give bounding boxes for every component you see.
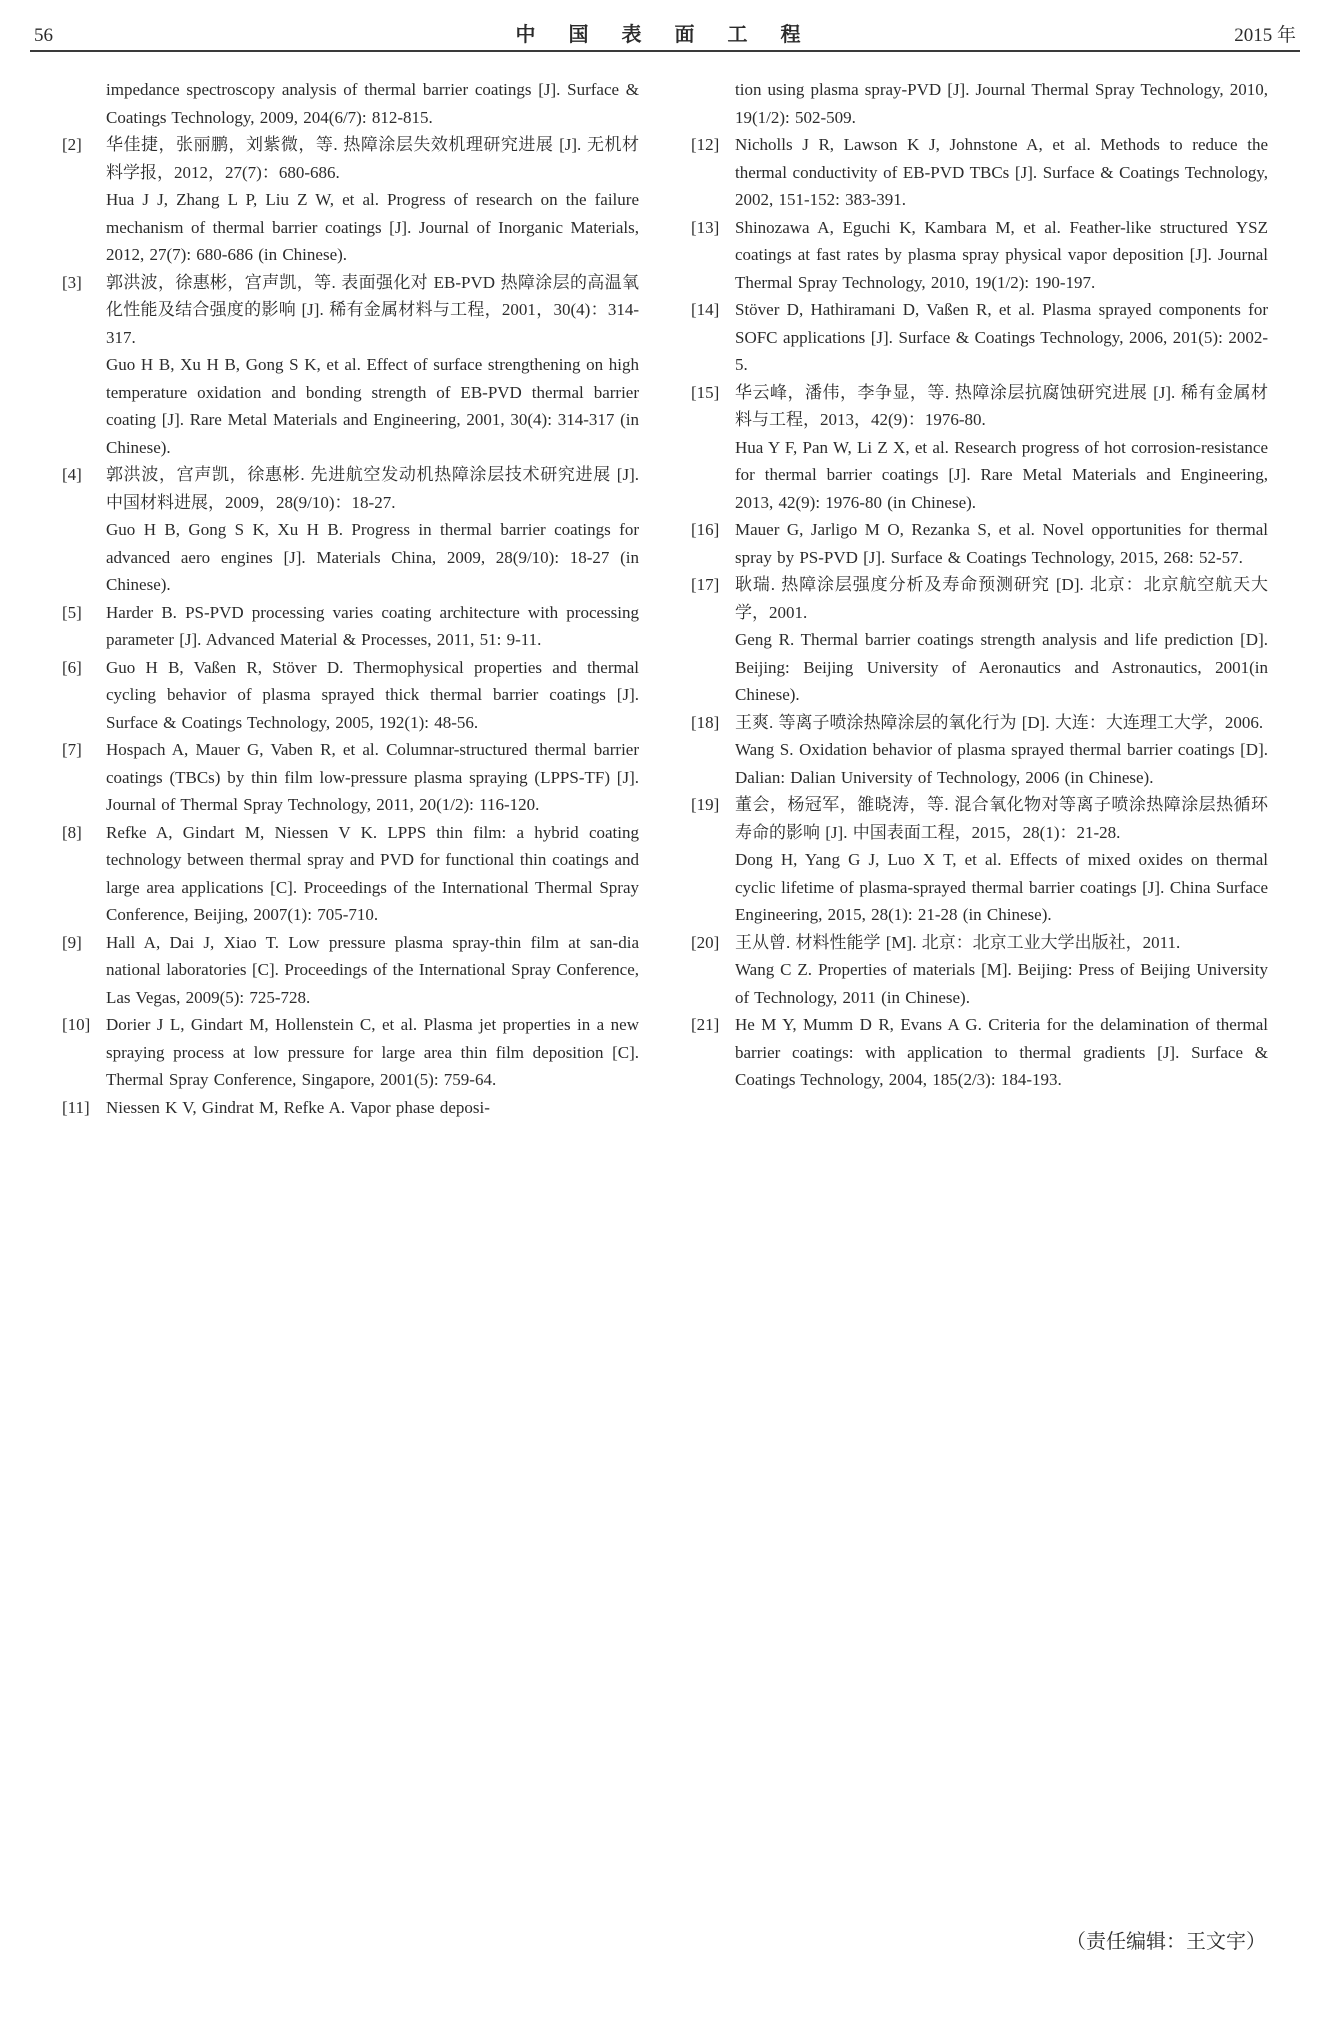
- reference-label: [21]: [691, 1015, 720, 1034]
- reference-item: [691, 929, 1268, 1012]
- reference-text: Dong H, Yang G J, Luo X T, et al. Effects of mixed oxides on thermal cyclic lifetime of plasma-sprayed thermal barrier coatings [J]. China Surface Engineering, 2015, 28(1): 21-28 (in Chinese).: [735, 850, 1268, 924]
- reference-label: [16]: [691, 520, 720, 539]
- reference-label: [11]: [62, 1097, 90, 1117]
- reference-label: [3]: [62, 272, 82, 292]
- reference-item: [691, 1011, 1268, 1094]
- reference-text: Hospach A, Mauer G, Vaben R, et al. Columnar-structured thermal barrier coatings (TBCs) by thin film low-pressure plasma spraying (LPPS-TF) [J]. Journal of Thermal Spray Technology, 2011, 20(1/2): 116-120.: [106, 740, 639, 814]
- reference-item: [62, 599, 639, 654]
- reference-text: 郭洪波，宫声凯，徐惠彬. 先进航空发动机热障涂层技术研究进展 [J]. 中国材料进展，2009，28(9/10)：18-27.: [106, 465, 639, 512]
- reference-text: Nicholls J R, Lawson K J, Johnstone A, et al. Methods to reduce the thermal conductivity of EB-PVD TBCs [J]. Surface & Coatings Technology, 2002, 151-152: 383-391.: [735, 135, 1268, 209]
- reference-item: [62, 461, 639, 599]
- references-section: [62, 76, 1268, 1121]
- reference-text: tion using plasma spray-PVD [J]. Journal Thermal Spray Technology, 2010, 19(1/2): 502-509.: [735, 80, 1268, 127]
- reference-label: [5]: [62, 602, 82, 622]
- reference-text: 华云峰，潘伟，李争显，等. 热障涂层抗腐蚀研究进展 [J]. 稀有金属材料与工程，2013，42(9)：1976-80.: [735, 382, 1268, 429]
- reference-label: [2]: [62, 135, 82, 154]
- reference-text: 华佳捷，张丽鹏，刘紫微，等. 热障涂层失效机理研究进展 [J]. 无机材料学报，2012，27(7)：680-686.: [106, 135, 639, 182]
- reference-text: 郭洪波，徐惠彬，宫声凯，等. 表面强化对 EB-PVD 热障涂层的高温氧化性能及结合强度的影响 [J]. 稀有金属材料与工程，2001，30(4)：314-317.: [106, 272, 639, 347]
- reference-text: Hall A, Dai J, Xiao T. Low pressure plasma spray-thin film at san-dia national laboratories [C]. Proceedings of the International Spray Conference, Las Vegas, 2009(5): 725-728.: [106, 932, 639, 1007]
- reference-text: 董会，杨冠军，雒晓涛，等. 混合氧化物对等离子喷涂热障涂层热循环寿命的影响 [J]. 中国表面工程，2015，28(1)：21-28.: [735, 795, 1268, 842]
- reference-label: [19]: [691, 795, 720, 814]
- editor-note: （责任编辑：王文宇）: [1066, 1931, 1266, 1953]
- reference-body: [106, 736, 639, 819]
- reference-label: [14]: [691, 300, 720, 319]
- reference-body: [106, 269, 639, 462]
- reference-item: [691, 709, 1268, 792]
- reference-label: [13]: [691, 217, 720, 237]
- reference-item: [62, 929, 639, 1012]
- reference-text: Guo H B, Gong S K, Xu H B. Progress in thermal barrier coatings for advanced aero engines [J]. Materials China, 2009, 28(9/10): 18-27 (in Chinese).: [106, 520, 639, 594]
- reference-text: Wang C Z. Properties of materials [M]. Beijing: Press of Beijing University of Technology, 2011 (in Chinese).: [735, 960, 1268, 1007]
- reference-text: Dorier J L, Gindart M, Hollenstein C, et al. Plasma jet properties in a new spraying process at low pressure for large area thin film deposition [C]. Thermal Spray Conference, Singapore, 2001(5): 759-64.: [106, 1015, 639, 1089]
- reference-text: Shinozawa A, Eguchi K, Kambara M, et al. Feather-like structured YSZ coatings at fast rates by plasma spray physical vapor deposition [J]. Journal Thermal Spray Technology, 2010, 19(1/2): 190-197.: [735, 217, 1268, 292]
- reference-text: Wang S. Oxidation behavior of plasma sprayed thermal barrier coatings [D]. Dalian: Dalian University of Technology, 2006 (in Chinese).: [735, 740, 1268, 787]
- reference-body: [735, 571, 1268, 709]
- reference-item: [691, 379, 1268, 517]
- reference-label: [10]: [62, 1015, 91, 1034]
- reference-label: [20]: [691, 932, 720, 952]
- reference-item: [691, 571, 1268, 709]
- reference-text: Guo H B, Xu H B, Gong S K, et al. Effect of surface strengthening on high temperature oxidation and bonding strength of EB-PVD thermal barrier coating [J]. Rare Metal Materials and Engineering, 2001, 30(4): 314-317 (in Chinese).: [106, 355, 639, 457]
- reference-text: Geng R. Thermal barrier coatings strength analysis and life prediction [D]. Beijing: Beijing University of Aeronautics and Astronautics, 2001(in Chinese).: [735, 630, 1268, 704]
- reference-item: [62, 76, 639, 131]
- reference-item: [691, 76, 1268, 131]
- reference-body: [106, 654, 639, 737]
- reference-body: [106, 1094, 639, 1122]
- reference-body: [106, 1011, 639, 1094]
- reference-label: [18]: [691, 712, 720, 732]
- reference-body: [735, 296, 1268, 379]
- page-header: [34, 18, 1296, 47]
- reference-body: [735, 929, 1268, 1012]
- reference-text: 耿瑞. 热障涂层强度分析及寿命预测研究 [D]. 北京：北京航空航天大学，2001.: [735, 575, 1268, 622]
- reference-label: [8]: [62, 822, 82, 842]
- reference-body: [106, 76, 639, 131]
- reference-body: [735, 214, 1268, 297]
- reference-body: [735, 76, 1268, 131]
- reference-item: [691, 296, 1268, 379]
- reference-body: [106, 599, 639, 654]
- reference-item: [62, 819, 639, 929]
- header-rule: [30, 50, 1300, 52]
- reference-text: Harder B. PS-PVD processing varies coating architecture with processing parameter [J]. Advanced Material & Processes, 2011, 51: 9-11.: [106, 602, 639, 649]
- left-column: [62, 76, 639, 1121]
- reference-body: [735, 709, 1268, 792]
- reference-item: [62, 269, 639, 462]
- reference-body: [106, 461, 639, 599]
- reference-text: Guo H B, Vaßen R, Stöver D. Thermophysical properties and thermal cycling behavior of plasma sprayed thick thermal barrier coatings [J]. Surface & Coatings Technology, 2005, 192(1): 48-56.: [106, 657, 639, 732]
- reference-text: 王从曾. 材料性能学 [M]. 北京：北京工业大学出版社，2011.: [735, 932, 1181, 952]
- right-column: [691, 76, 1268, 1121]
- reference-text: Hua J J, Zhang L P, Liu Z W, et al. Progress of research on the failure mechanism of thermal barrier coatings [J]. Journal of Inorganic Materials, 2012, 27(7): 680-686 (in Chinese).: [106, 190, 639, 264]
- page-number: 56: [34, 25, 53, 46]
- reference-label: [15]: [691, 382, 720, 402]
- reference-body: [735, 131, 1268, 214]
- reference-item: [62, 654, 639, 737]
- reference-label: [4]: [62, 465, 82, 484]
- reference-text: Stöver D, Hathiramani D, Vaßen R, et al. Plasma sprayed components for SOFC applications [J]. Surface & Coatings Technology, 2006, 201(5): 2002-5.: [735, 300, 1268, 374]
- reference-text: impedance spectroscopy analysis of thermal barrier coatings [J]. Surface & Coatings Technology, 2009, 204(6/7): 812-815.: [106, 80, 639, 127]
- reference-item: [62, 1094, 639, 1122]
- reference-item: [62, 1011, 639, 1094]
- reference-body: [735, 1011, 1268, 1094]
- reference-text: Niessen K V, Gindrat M, Refke A. Vapor phase deposi-: [106, 1097, 490, 1117]
- reference-body: [735, 516, 1268, 571]
- reference-item: [691, 131, 1268, 214]
- reference-label: [6]: [62, 657, 82, 677]
- reference-text: Mauer G, Jarligo M O, Rezanka S, et al. Novel opportunities for thermal spray by PS-PVD [J]. Surface & Coatings Technology, 2015, 268: 52-57.: [735, 520, 1268, 567]
- journal-title: 中 国 表 面 工 程: [515, 24, 815, 46]
- header-year: 2015 年: [1234, 25, 1296, 46]
- reference-item: [691, 791, 1268, 929]
- reference-body: [106, 131, 639, 269]
- reference-body: [735, 791, 1268, 929]
- reference-item: [691, 214, 1268, 297]
- reference-label: [12]: [691, 135, 720, 154]
- reference-body: [735, 379, 1268, 517]
- reference-item: [62, 736, 639, 819]
- reference-label: [17]: [691, 575, 720, 594]
- reference-text: He M Y, Mumm D R, Evans A G. Criteria for the delamination of thermal barrier coatings: with application to thermal gradients [J]. Surface & Coatings Technology, 2004, 185(2/3): 184-193.: [735, 1015, 1268, 1089]
- reference-text: 王爽. 等离子喷涂热障涂层的氧化行为 [D]. 大连：大连理工大学，2006.: [735, 712, 1264, 732]
- reference-text: Hua Y F, Pan W, Li Z X, et al. Research progress of hot corrosion-resistance for thermal barrier coatings [J]. Rare Metal Materials and Engineering, 2013, 42(9): 1976-80 (in Chinese).: [735, 437, 1268, 512]
- reference-body: [106, 929, 639, 1012]
- reference-label: [7]: [62, 740, 82, 759]
- reference-label: [9]: [62, 932, 82, 952]
- reference-body: [106, 819, 639, 929]
- reference-item: [62, 131, 639, 269]
- reference-text: Refke A, Gindart M, Niessen V K. LPPS thin film: a hybrid coating technology between thermal spray and PVD for functional thin coatings and large area applications [C]. Proceedings of the International Thermal Spray Conference, Beijing, 2007(1): 705-710.: [106, 822, 639, 924]
- reference-item: [691, 516, 1268, 571]
